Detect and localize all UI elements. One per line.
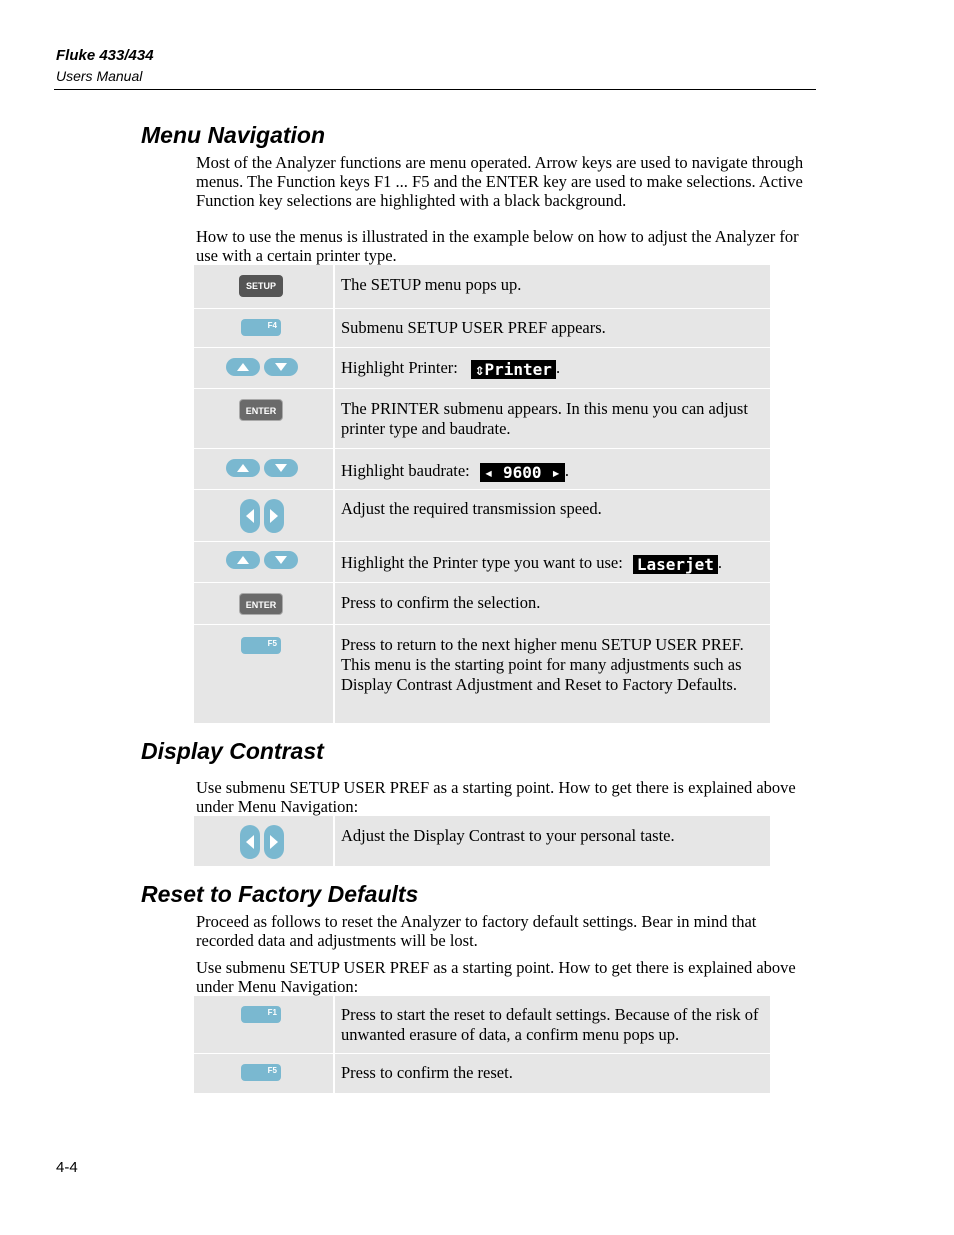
reset-defaults-para1: Proceed as follows to reset the Analyzer to factory default settings. Bear in mind that recorded data and adjustments will be lost. (196, 912, 757, 950)
header-title: Fluke 433/434 (56, 47, 154, 64)
key-cell (194, 389, 335, 448)
key-cell (194, 996, 335, 1053)
row-text-label: Highlight the Printer type you want to use: (341, 553, 623, 572)
row-text: Press to confirm the selection. (341, 593, 541, 612)
table-row (194, 449, 770, 490)
up-down-arrows-icon (226, 358, 298, 376)
row-text: The PRINTER submenu appears. In this menu you can adjust printer type and baudrate. (341, 399, 748, 438)
row-text: Press to start the reset to default settings. Because of the risk of unwanted erasure of data, a confirm menu pops up. (341, 1005, 759, 1044)
row-text: Press to return to the next higher menu SETUP USER PREF. This menu is the starting point for many adjustments such as Display Contrast Adjustment and Reset to Factory Defaults. (341, 635, 744, 694)
table-row (194, 389, 770, 449)
row-text: Press to confirm the reset. (341, 1063, 513, 1082)
display-contrast-table (194, 816, 770, 866)
table-row (194, 625, 770, 723)
table-row (194, 542, 770, 583)
row-text: Adjust the required transmission speed. (341, 499, 602, 518)
enter-key-icon: ENTER (239, 593, 283, 615)
header-rule (54, 89, 816, 90)
table-row (194, 583, 770, 625)
page-number: 4-4 (56, 1159, 78, 1176)
reset-defaults-table (194, 996, 770, 1093)
row-text-label: Highlight baudrate: (341, 461, 470, 480)
row-text: Adjust the Display Contrast to your personal taste. (341, 826, 675, 845)
table-row (194, 1054, 770, 1093)
row-text: The SETUP menu pops up. (341, 275, 522, 294)
header-subtitle: Users Manual (56, 68, 143, 84)
row-text-label: Highlight Printer: (341, 358, 458, 377)
reset-defaults-para2: Use submenu SETUP USER PREF as a starting point. How to get there is explained above under Menu Navigation: (196, 958, 796, 996)
key-cell (194, 309, 335, 347)
lcd-baudrate: ◂ 9600 ▸ (480, 463, 565, 482)
key-cell (194, 1054, 335, 1093)
table-row (194, 265, 770, 309)
table-row (194, 816, 770, 866)
menu-navigation-table (194, 265, 770, 723)
enter-key-icon: ENTER (239, 399, 283, 421)
left-right-arrows-icon (240, 825, 284, 859)
row-text-suffix: . (717, 553, 723, 572)
menu-navigation-para1: Most of the Analyzer functions are menu operated. Arrow keys are used to navigate through menus. The Function keys F1 ... F5 and the ENTER key are used to make selections. Active Function key selections are highlighted with a black background. (196, 153, 804, 210)
row-text (341, 553, 761, 574)
table-row (194, 309, 770, 348)
table-row (194, 348, 770, 389)
lcd-printer: ⇕Printer (471, 360, 556, 379)
key-cell (194, 449, 335, 489)
f4-key-icon: F4 (241, 319, 281, 336)
menu-navigation-heading: Menu Navigation (141, 122, 326, 148)
key-cell (194, 542, 335, 582)
f5-key-icon: F5 (241, 637, 281, 654)
reset-defaults-heading: Reset to Factory Defaults (141, 881, 419, 907)
key-cell (194, 816, 335, 866)
left-right-arrows-icon (240, 499, 284, 533)
row-text (341, 461, 761, 482)
key-cell (194, 490, 335, 541)
menu-navigation-para2: How to use the menus is illustrated in the example below on how to adjust the Analyzer for use with a certain printer type. (196, 227, 799, 265)
up-down-arrows-icon (226, 551, 298, 569)
row-text-suffix: . (555, 358, 561, 377)
row-text-suffix: . (564, 461, 569, 480)
lcd-laserjet: Laserjet (633, 555, 718, 574)
display-contrast-heading: Display Contrast (141, 738, 324, 764)
setup-key-icon: SETUP (239, 275, 283, 297)
up-down-arrows-icon (226, 459, 298, 477)
key-cell (194, 265, 335, 308)
display-contrast-para: Use submenu SETUP USER PREF as a starting point. How to get there is explained above under Menu Navigation: (196, 778, 796, 816)
row-text (341, 358, 761, 379)
key-cell (194, 625, 335, 723)
key-cell (194, 348, 335, 388)
table-row (194, 490, 770, 542)
key-cell (194, 583, 335, 624)
f5-key-icon: F5 (241, 1064, 281, 1081)
row-text: Submenu SETUP USER PREF appears. (341, 318, 606, 337)
table-row (194, 996, 770, 1054)
f1-key-icon: F1 (241, 1006, 281, 1023)
